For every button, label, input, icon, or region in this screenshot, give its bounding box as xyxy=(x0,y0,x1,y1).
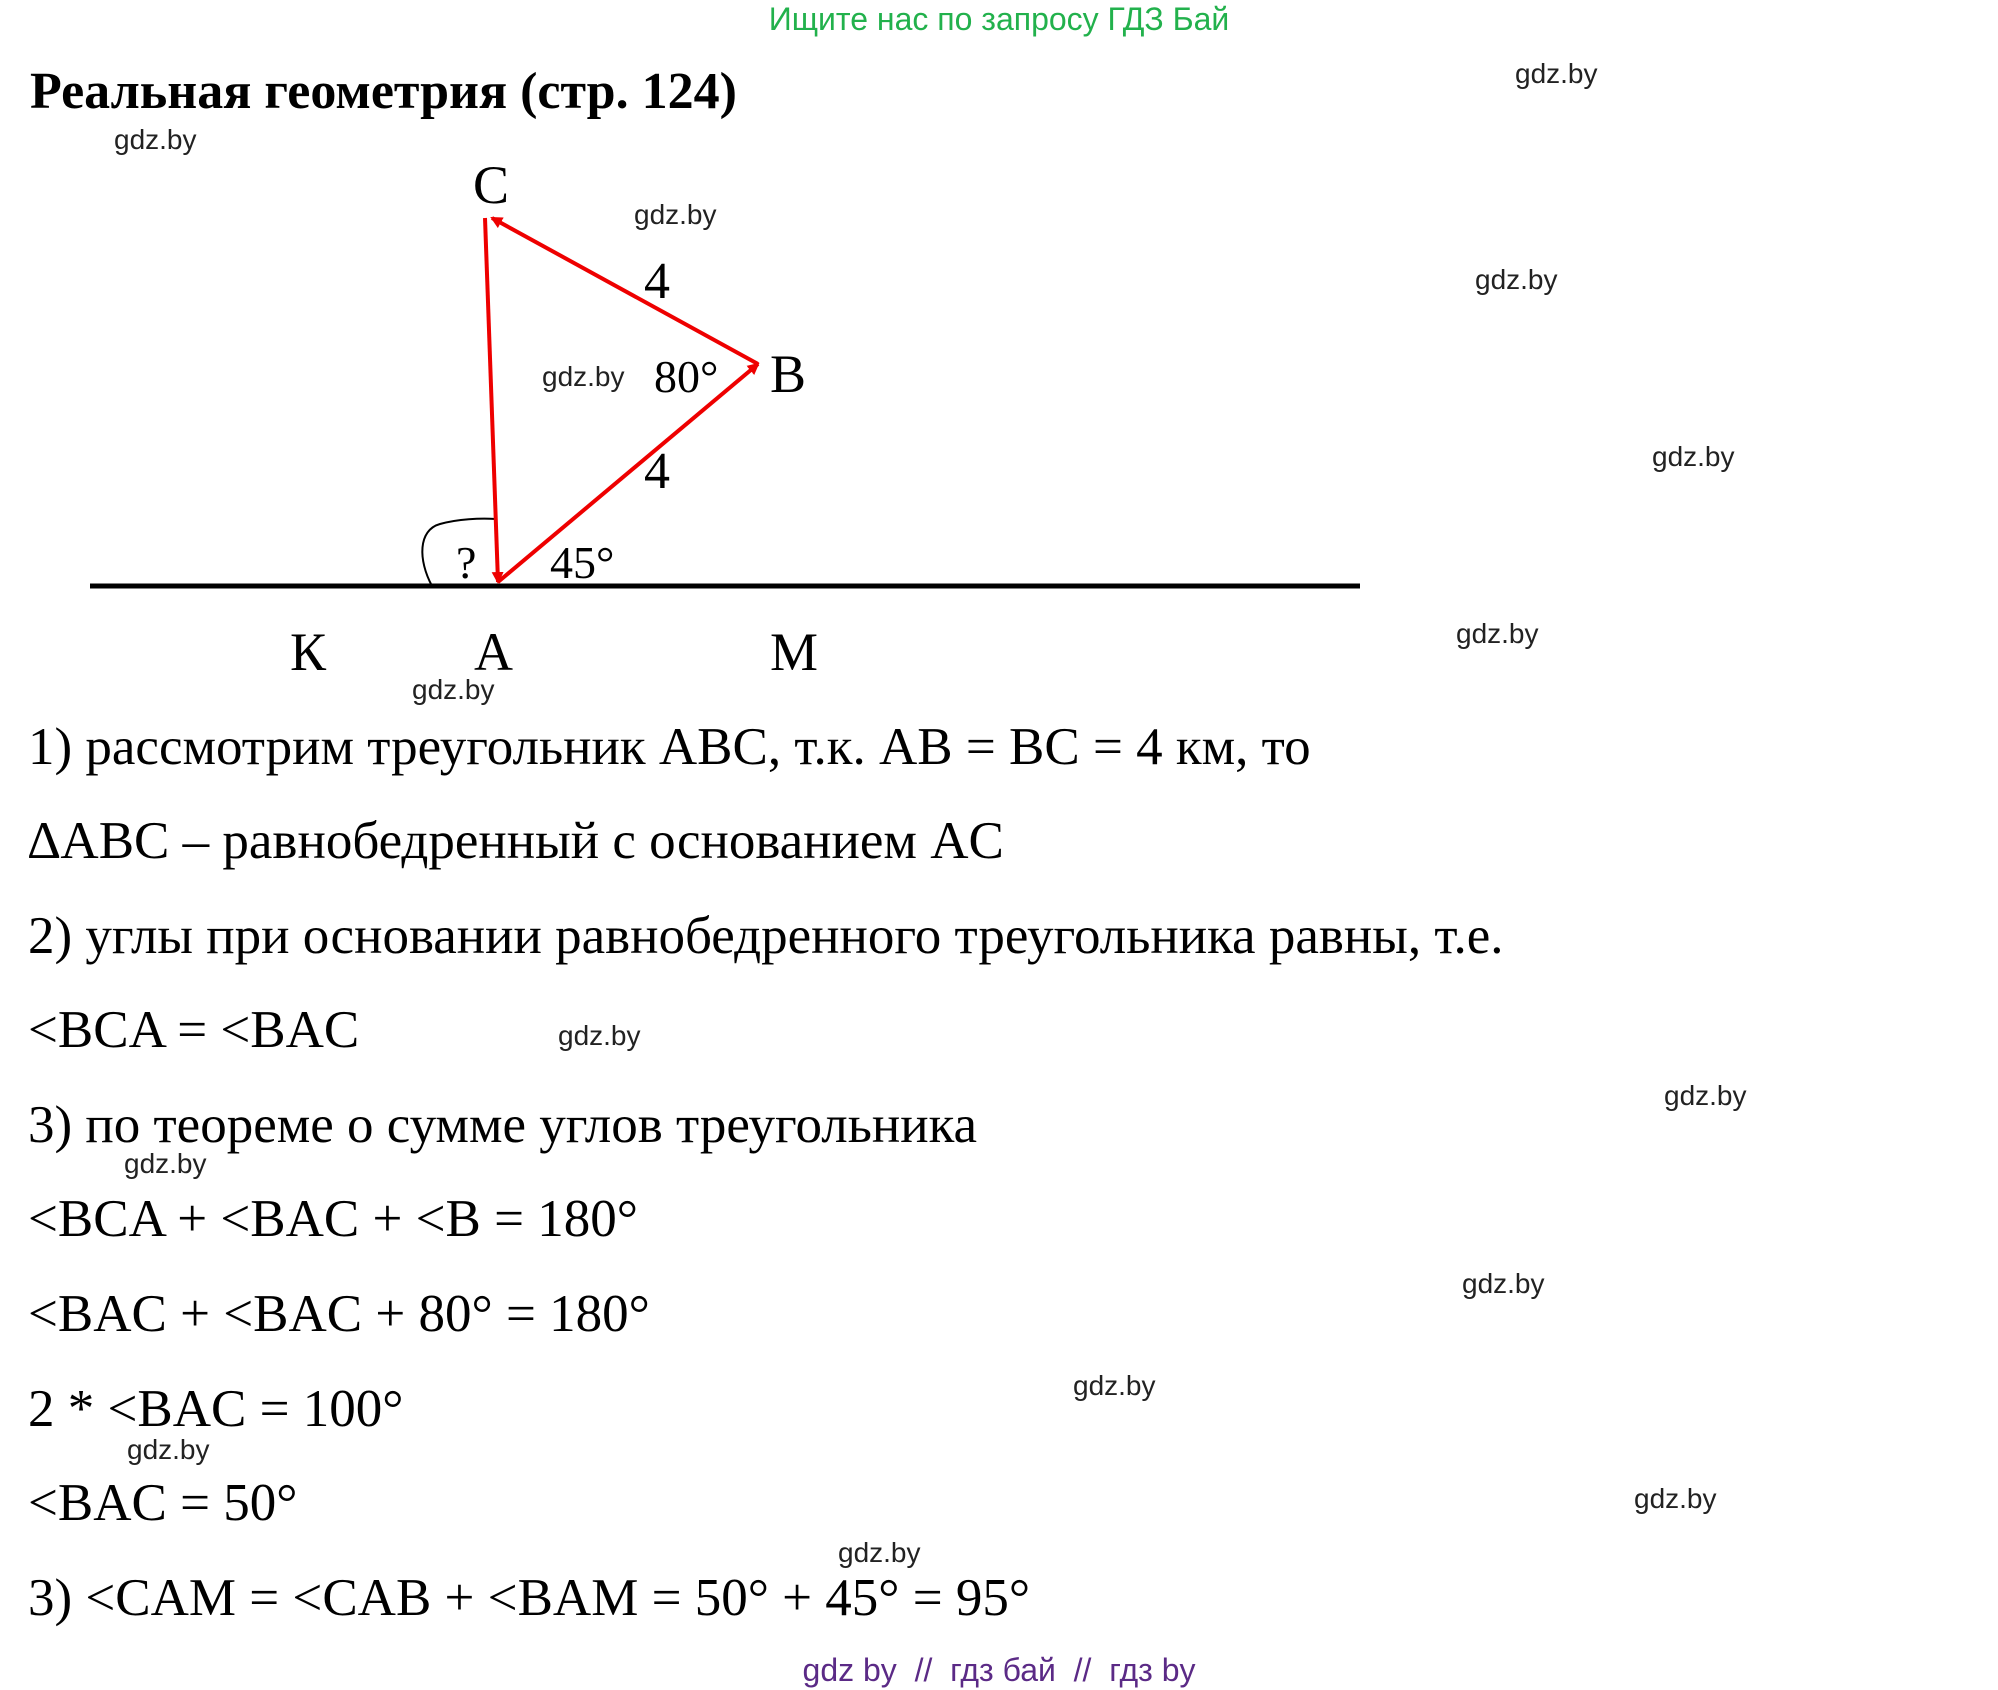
watermark: gdz.by xyxy=(1652,441,1735,472)
angle-bam-value: 45° xyxy=(550,537,615,588)
solution-line: <BCA + <BAC + <B = 180° xyxy=(28,1190,638,1248)
label-k: К xyxy=(290,622,327,682)
solution-line: ∆ABC – равнобедренный с основанием AC xyxy=(28,812,1004,870)
watermark: gdz.by xyxy=(124,1148,207,1179)
footer-links: gdz by // гдз бай // гдз by xyxy=(802,1652,1196,1688)
solution-line: <BAC = 50° xyxy=(28,1474,298,1532)
triangle-diagram xyxy=(0,0,1998,700)
watermark: gdz.by xyxy=(1456,618,1539,649)
watermark: gdz.by xyxy=(838,1537,921,1568)
watermark: gdz.by xyxy=(1634,1483,1717,1514)
solution-line: 2) углы при основании равнобедренного треугольника равны, т.е. xyxy=(28,907,1504,965)
watermark: gdz.by xyxy=(1073,1370,1156,1401)
label-m: M xyxy=(770,622,819,682)
page-title: Реальная геометрия (стр. 124) xyxy=(30,63,737,120)
watermark: gdz.by xyxy=(634,199,717,230)
solution-line: 3) <CAM = <CAB + <BAM = 50° + 45° = 95° xyxy=(28,1569,1031,1627)
label-a: A xyxy=(474,622,513,682)
solution-line: <BAC + <BAC + 80° = 180° xyxy=(28,1285,650,1343)
vector-ca xyxy=(485,218,498,582)
watermark: gdz.by xyxy=(1475,264,1558,295)
vector-ab xyxy=(498,364,758,582)
solution-line: 2 * <BAC = 100° xyxy=(28,1380,404,1438)
angle-b-value: 80° xyxy=(654,351,719,402)
side-bc-length: 4 xyxy=(644,253,670,310)
solution-line: <BCA = <BAC xyxy=(28,1001,360,1059)
solution-line: 3) по теореме о сумме углов треугольника xyxy=(28,1096,978,1154)
watermark: gdz.by xyxy=(412,674,495,705)
watermark: gdz.by xyxy=(558,1020,641,1051)
watermark: gdz.by xyxy=(1664,1080,1747,1111)
label-c: C xyxy=(473,155,510,215)
label-b: B xyxy=(770,344,807,404)
watermark: gdz.by xyxy=(127,1434,210,1465)
watermark: gdz.by xyxy=(114,124,197,155)
vector-bc xyxy=(492,218,758,364)
solution-line: 1) рассмотрим треугольник ABC, т.к. AB = BC = 4 км, то xyxy=(28,718,1311,776)
watermark: gdz.by xyxy=(542,361,625,392)
angle-unknown-mark: ? xyxy=(456,537,477,588)
side-ab-length: 4 xyxy=(644,443,670,500)
watermark: gdz.by xyxy=(1462,1268,1545,1299)
search-banner: Ищите нас по запросу ГДЗ Бай xyxy=(768,1,1230,37)
watermark: gdz.by xyxy=(1515,58,1598,89)
